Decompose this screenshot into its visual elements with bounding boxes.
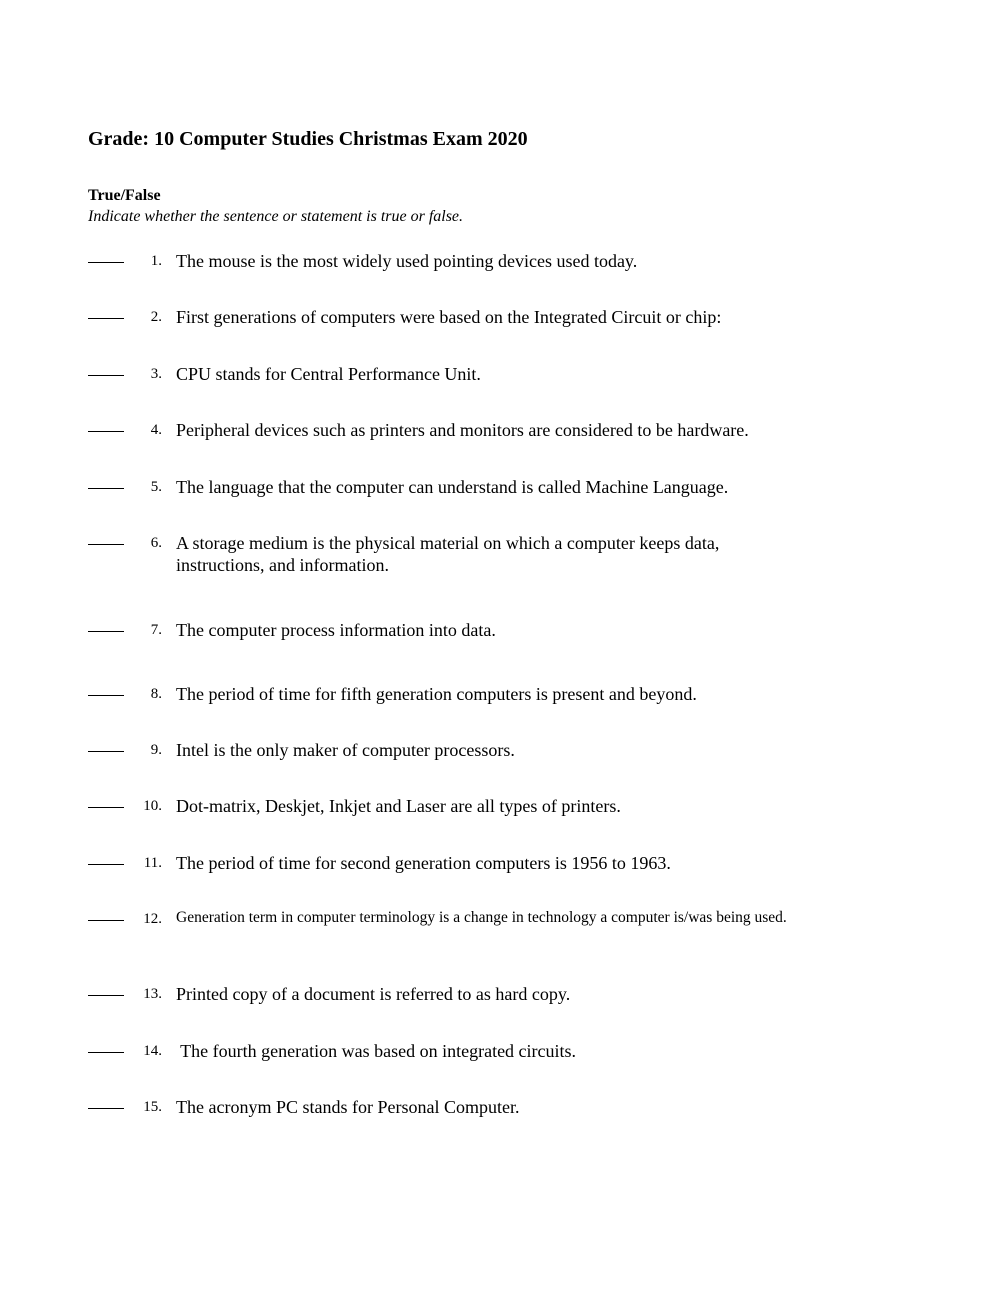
answer-blank[interactable] (88, 1108, 124, 1109)
question-item (88, 795, 848, 835)
question-text: The computer process information into data. (176, 620, 496, 640)
question-text: The period of time for second generation computers is 1956 to 1963. (176, 853, 671, 873)
question-text: A storage medium is the physical material on which a computer keeps data, instructions, and information. (176, 533, 720, 575)
answer-blank[interactable] (88, 631, 124, 632)
question-number: 5. (150, 479, 162, 495)
question-text: Printed copy of a document is referred to as hard copy. (176, 984, 571, 1004)
question-item (88, 683, 848, 723)
question-number: 3. (150, 366, 162, 382)
question-number: 9. (150, 742, 162, 758)
question-text: Generation term in computer terminology is a change in technology a computer is/was being used. (176, 909, 787, 926)
answer-blank[interactable] (88, 375, 124, 376)
answer-blank[interactable] (88, 807, 124, 808)
question-item (88, 1096, 848, 1136)
section-instructions: Indicate whether the sentence or statement is true or false. (88, 208, 464, 225)
answer-blank[interactable] (88, 864, 124, 865)
question-item (88, 983, 848, 1023)
question-number: 12. (143, 911, 162, 927)
question-item (88, 852, 848, 892)
question-number: 11. (143, 855, 162, 871)
question-text: CPU stands for Central Performance Unit. (176, 364, 481, 384)
question-text: The acronym PC stands for Personal Computer. (176, 1097, 520, 1117)
question-text: The language that the computer can understand is called Machine Language. (176, 477, 729, 497)
answer-blank[interactable] (88, 262, 124, 263)
answer-blank[interactable] (88, 995, 124, 996)
question-number: 2. (150, 309, 162, 325)
question-text: Dot-matrix, Deskjet, Inkjet and Laser are all types of printers. (176, 796, 621, 816)
question-number: 14. (143, 1043, 162, 1059)
answer-blank[interactable] (88, 431, 124, 432)
answer-blank[interactable] (88, 695, 124, 696)
question-number: 13. (143, 986, 162, 1002)
question-text: The mouse is the most widely used pointing devices used today. (176, 251, 638, 271)
question-item (88, 619, 848, 659)
question-number: 15. (143, 1099, 162, 1115)
question-number: 4. (150, 422, 162, 438)
answer-blank[interactable] (88, 920, 124, 921)
answer-blank[interactable] (88, 1052, 124, 1053)
answer-blank[interactable] (88, 318, 124, 319)
question-item (88, 306, 848, 346)
question-number: 6. (150, 535, 162, 551)
answer-blank[interactable] (88, 544, 124, 545)
question-number: 10. (143, 798, 162, 814)
question-item (88, 363, 848, 403)
question-item (88, 250, 848, 290)
question-number: 7. (150, 622, 162, 638)
exam-title: Grade: 10 Computer Studies Christmas Exam 2020 (88, 128, 528, 150)
question-text: The fourth generation was based on integrated circuits. (176, 1041, 577, 1061)
question-number: 8. (150, 686, 162, 702)
question-item (88, 532, 848, 582)
question-item (88, 739, 848, 779)
question-text: First generations of computers were based on the Integrated Circuit or chip: (176, 307, 722, 327)
answer-blank[interactable] (88, 488, 124, 489)
question-text: Intel is the only maker of computer processors. (176, 740, 515, 760)
question-item (88, 476, 848, 516)
question-item (88, 419, 848, 459)
question-number: 1. (150, 253, 162, 269)
section-heading: True/False (88, 187, 161, 204)
question-text: The period of time for fifth generation computers is present and beyond. (176, 684, 697, 704)
question-text: Peripheral devices such as printers and monitors are considered to be hardware. (176, 420, 749, 440)
question-item (88, 908, 848, 952)
answer-blank[interactable] (88, 751, 124, 752)
question-item (88, 1040, 848, 1080)
